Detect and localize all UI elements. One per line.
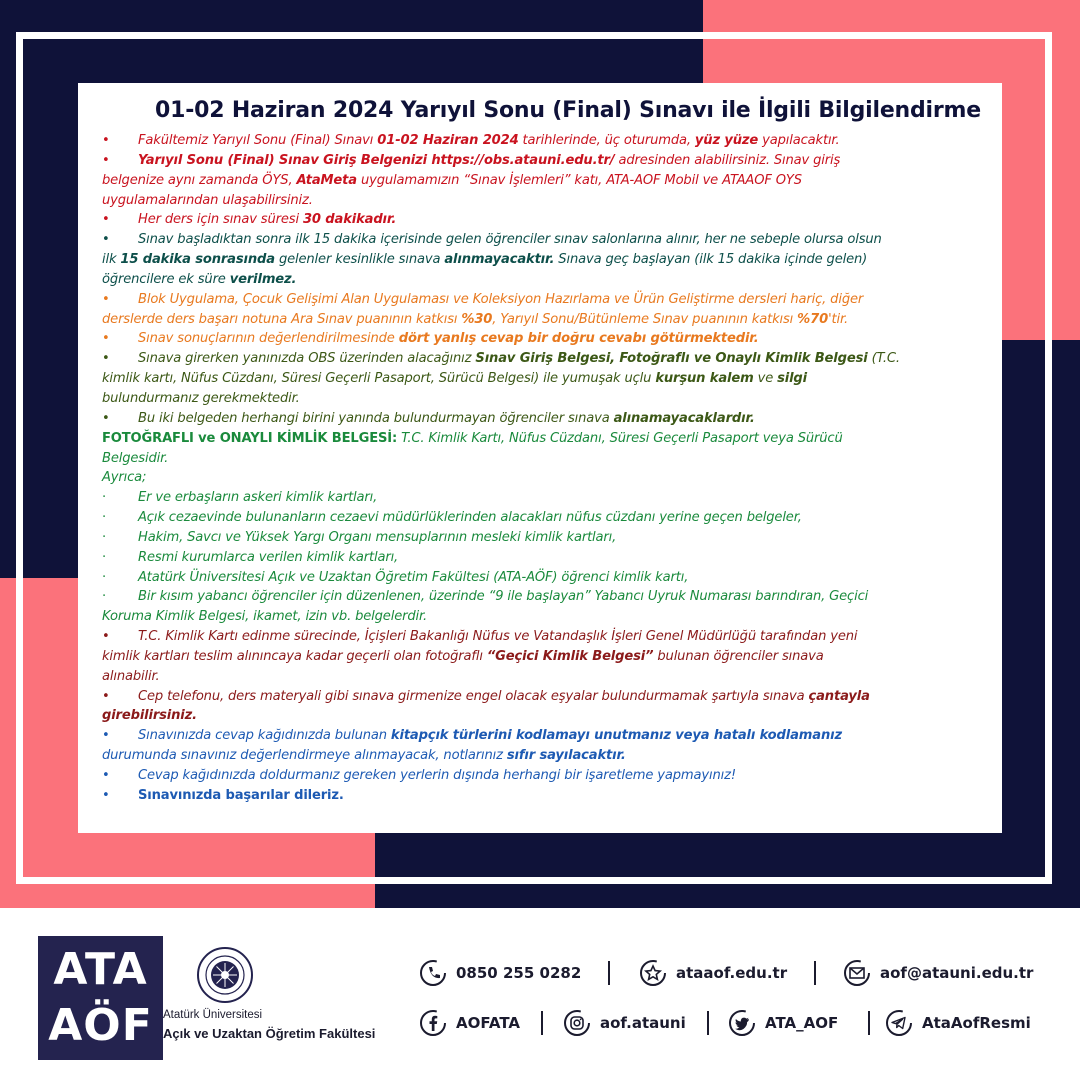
item-12: • Cevap kağıdınızda doldurmanız gereken yerlerin dışında herhangi bir işaretleme yapmayınız! [102,768,736,783]
facebook-contact[interactable] [418,1008,520,1038]
sub-item-1: · Er ve erbaşların askeri kimlik kartları, [102,490,378,506]
item-5: • Blok Uygulama, Çocuk Gelişimi Alan Uygulaması ve Koleksiyon Hazırlama ve Ürün Geliştirme dersleri hariç, diğer [102,291,864,307]
star-globe-icon [638,958,668,988]
website-text: ataaof.edu.tr [676,964,788,982]
facebook-icon [418,1008,448,1038]
sub-item-6: · Bir kısım yabancı öğrenciler için düzenlenen, üzerinde “9 ile başlayan” Yabancı Uyruk Numarası barındıran, Geçici [102,589,869,605]
item-3: • Her ders için sınav süresi 30 dakikadır. [102,212,397,228]
instagram-text: aof.atauni [600,1014,686,1032]
announcement-card [78,83,1002,833]
sub-item-5: · Atatürk Üniversitesi Açık ve Uzaktan Öğretim Fakültesi (ATA-AÖF) öğrenci kimlik kartı, [102,569,689,585]
phone-icon [418,958,448,988]
id-definition: FOTOĞRAFLI ve ONAYLI KİMLİK BELGESİ: T.C. Kimlik Kartı, Nüfus Cüzdanı, Süresi Geçerli Pasaport veya Sürücü [102,430,843,446]
item-6: • Sınav sonuçlarının değerlendirilmesinde dört yanlış cevap bir doğru cevabı götürmektedir. [102,331,759,347]
footer [0,908,1080,1080]
divider [541,1011,543,1035]
item-7: • Sınava girerken yanınızda OBS üzerinden alacağınız Sınav Giriş Belgesi, Fotoğraflı ve Onaylı Kimlik Belgesi (T.C. [102,351,900,367]
website-contact[interactable] [638,958,787,988]
phone-text: 0850 255 0282 [456,964,582,982]
sub-item-3: · Hakim, Savcı ve Yüksek Yargı Organı mensuplarının mesleki kimlik kartları, [102,529,617,545]
university-seal-icon [196,946,254,1004]
instagram-contact[interactable] [562,1008,686,1038]
telegram-icon [884,1008,914,1038]
ata-aof-logo [38,936,163,1060]
mail-icon [842,958,872,988]
logo-bottom-text: AÖF [48,1000,153,1051]
sub-item-2: · Açık cezaevinde bulunanların cezaevi müdürlüklerinden alacakları nüfus cüzdanı yerine geçen belgeler, [102,510,802,526]
sub-item-4: · Resmi kurumlarca verilen kimlik kartları, [102,549,399,565]
phone-contact[interactable] [418,958,581,988]
item-1: • Fakültemiz Yarıyıl Sonu (Final) Sınavı 01-02 Haziran 2024 tarihlerinde, üç oturumda, yüz yüze yapılacaktır. [102,133,840,148]
logo-top-text: ATA [53,944,148,995]
item-13: • Sınavınızda başarılar dileriz. [102,787,344,803]
twitter-icon [727,1008,757,1038]
email-text: aof@atauni.edu.tr [880,964,1034,982]
divider [868,1011,870,1035]
item-10: • Cep telefonu, ders materyali gibi sınava girmenize engel olacak eşyalar bulundurmamak şartıyla sınava çantayla [102,688,870,704]
facebook-text: AOFATA [456,1014,521,1032]
telegram-text: AtaAofResmi [922,1014,1031,1032]
email-contact[interactable] [842,958,1033,988]
also-label: Ayrıca; [102,470,147,486]
item-11: • Sınavınızda cevap kağıdınızda bulunan kitapçık türlerini kodlamayı unutmanız veya hatalı kodlamanız [102,728,842,744]
item-4: • Sınav başladıktan sonra ilk 15 dakika içerisinde gelen öğrenciler sınav salonlarına alınır, her ne sebeple olursa olsun [102,232,882,248]
faculty-name: Açık ve Uzaktan Öğretim Fakültesi [163,1026,376,1041]
instagram-icon [562,1008,592,1038]
item-2: • Yarıyıl Sonu (Final) Sınav Giriş Belgenizi https://obs.atauni.edu.tr/ adresinden alabilirsiniz. Sınav giriş [102,152,841,168]
divider [814,961,816,985]
divider [608,961,610,985]
university-name: Atatürk Üniversitesi [163,1009,263,1021]
divider [707,1011,709,1035]
twitter-text: ATA_AOF [765,1014,839,1032]
item-9: • T.C. Kimlik Kartı edinme sürecinde, İçişleri Bakanlığı Nüfus ve Vatandaşlık İşleri Genel Müdürlüğü tarafından yeni [102,629,858,645]
telegram-contact[interactable] [884,1008,1031,1038]
twitter-contact[interactable] [727,1008,838,1038]
item-8: • Bu iki belgeden herhangi birini yanında bulundurmayan öğrenciler sınava alınamayacaklardır. [102,410,755,426]
announcement-title: 01-02 Haziran 2024 Yarıyıl Sonu (Final) Sınavı ile İlgili Bilgilendirme [155,98,981,123]
announcement-body: • Fakültemiz Yarıyıl Sonu (Final) Sınavı 01-02 Haziran 2024 tarihlerinde, üç oturumda, yüz yüze yapılacaktır. • Yarıyıl Sonu (Final) Sınav Giriş Belgenizi https://obs.atauni.edu.tr/ adresinden alabilirsiniz. Sınav giriş belgenize aynı zamanda ÖYS, AtaMeta uygulamamızın “Sınav İşlemleri” katı, ATA-AOF Mobil ve ATAAOF OYS uygulamalarından ulaşabilirsiniz. • Her ders için sınav süresi 30 dakikadır. • Sınav başladıktan sonra ilk 15 dakika içerisinde gelen öğrenciler sınav salonlarına alınır, her ne sebeple olursa olsun ilk 15 dakika sonrasında gelenler kesinlikle sınava alınmayacaktır. Sınava geç başlayan (ilk 15 dakika içinde gelen) öğrencilere ek süre verilmez. • Blok Uygulama, Çocuk Gelişimi Alan Uygulaması ve Koleksiyon Hazırlama ve Ürün Geliştirme dersleri hariç, diğer derslerde ders başarı notuna Ara Sınav puanının katkısı %30, Yarıyıl Sonu/Bütünleme Sınav puanının katkısı %70'tir. • Sınav sonuçlarının değerlendirilmesinde dört yanlış cevap bir doğru cevabı götürmektedir. • Sınava girerken yanınızda OBS üzerinden alacağınız Sınav Giriş Belgesi, Fotoğraflı ve Onaylı Kimlik Belgesi (T.C. kimlik kartı, Nüfus Cüzdanı, Süresi Geçerli Pasaport, Sürücü Belgesi) ile yumuşak uçlu kurşun kalem ve silgi bulundurmanız gerekmektedir. • Bu iki belgeden herhangi birini yanında bulundurmayan öğrenciler sınava alınamayacaklardır. FOTOĞRAFLI ve ONAYLI KİMLİK BELGESİ: T.C. Kimlik Kartı, Nüfus Cüzdanı, Süresi Geçerli Pasaport veya Sürücü Belgesidir. Ayrıca; · Er ve erbaşların askeri kimlik kartları, · Açık cezaevinde bulunanların cezaevi müdürlüklerinden alacakları nüfus cüzdanı yerine geçen belgeler, · Hakim, Savcı ve Yüksek Yargı Organı mensuplarının mesleki kimlik kartları, · Resmi kurumlarca verilen kimlik kartları, · Atatürk Üniversitesi Açık ve Uzaktan Öğretim Fakültesi (ATA-AÖF) öğrenci kimlik kartı, · Bir kısım yabancı öğrenciler için düzenlenen, üzerinde “9 ile başlayan” Yabancı Uyruk Numarası barındıran, Geçici Koruma Kimlik Belgesi, ikamet, izin vb. belgelerdir. • T.C. Kimlik Kartı edinme sürecinde, İçişleri Bakanlığı Nüfus ve Vatandaşlık İşleri Genel Müdürlüğü tarafından yeni kimlik kartları teslim alınıncaya kadar geçerli olan fotoğraflı “Geçici Kimlik Belgesi” bulunan öğrenciler sınava alınabilir. • Cep telefonu, ders materyali gibi sınava girmenize engel olacak eşyalar bulundurmamak şartıyla sınava çantayla girebilirsiniz. • Sınavınızda cevap kağıdınızda bulunan kitapçık türlerini kodlamayı unutmanız veya hatalı kodlamanız durumunda sınavınız değerlendirmeye alınmayacak, notlarınız sıfır sayılacaktır. • Cevap kağıdınızda doldurmanız gereken yerlerin dışında herhangi bir işaretleme yapmayınız! • Sınavınızda başarılar dileriz. [102,131,984,806]
